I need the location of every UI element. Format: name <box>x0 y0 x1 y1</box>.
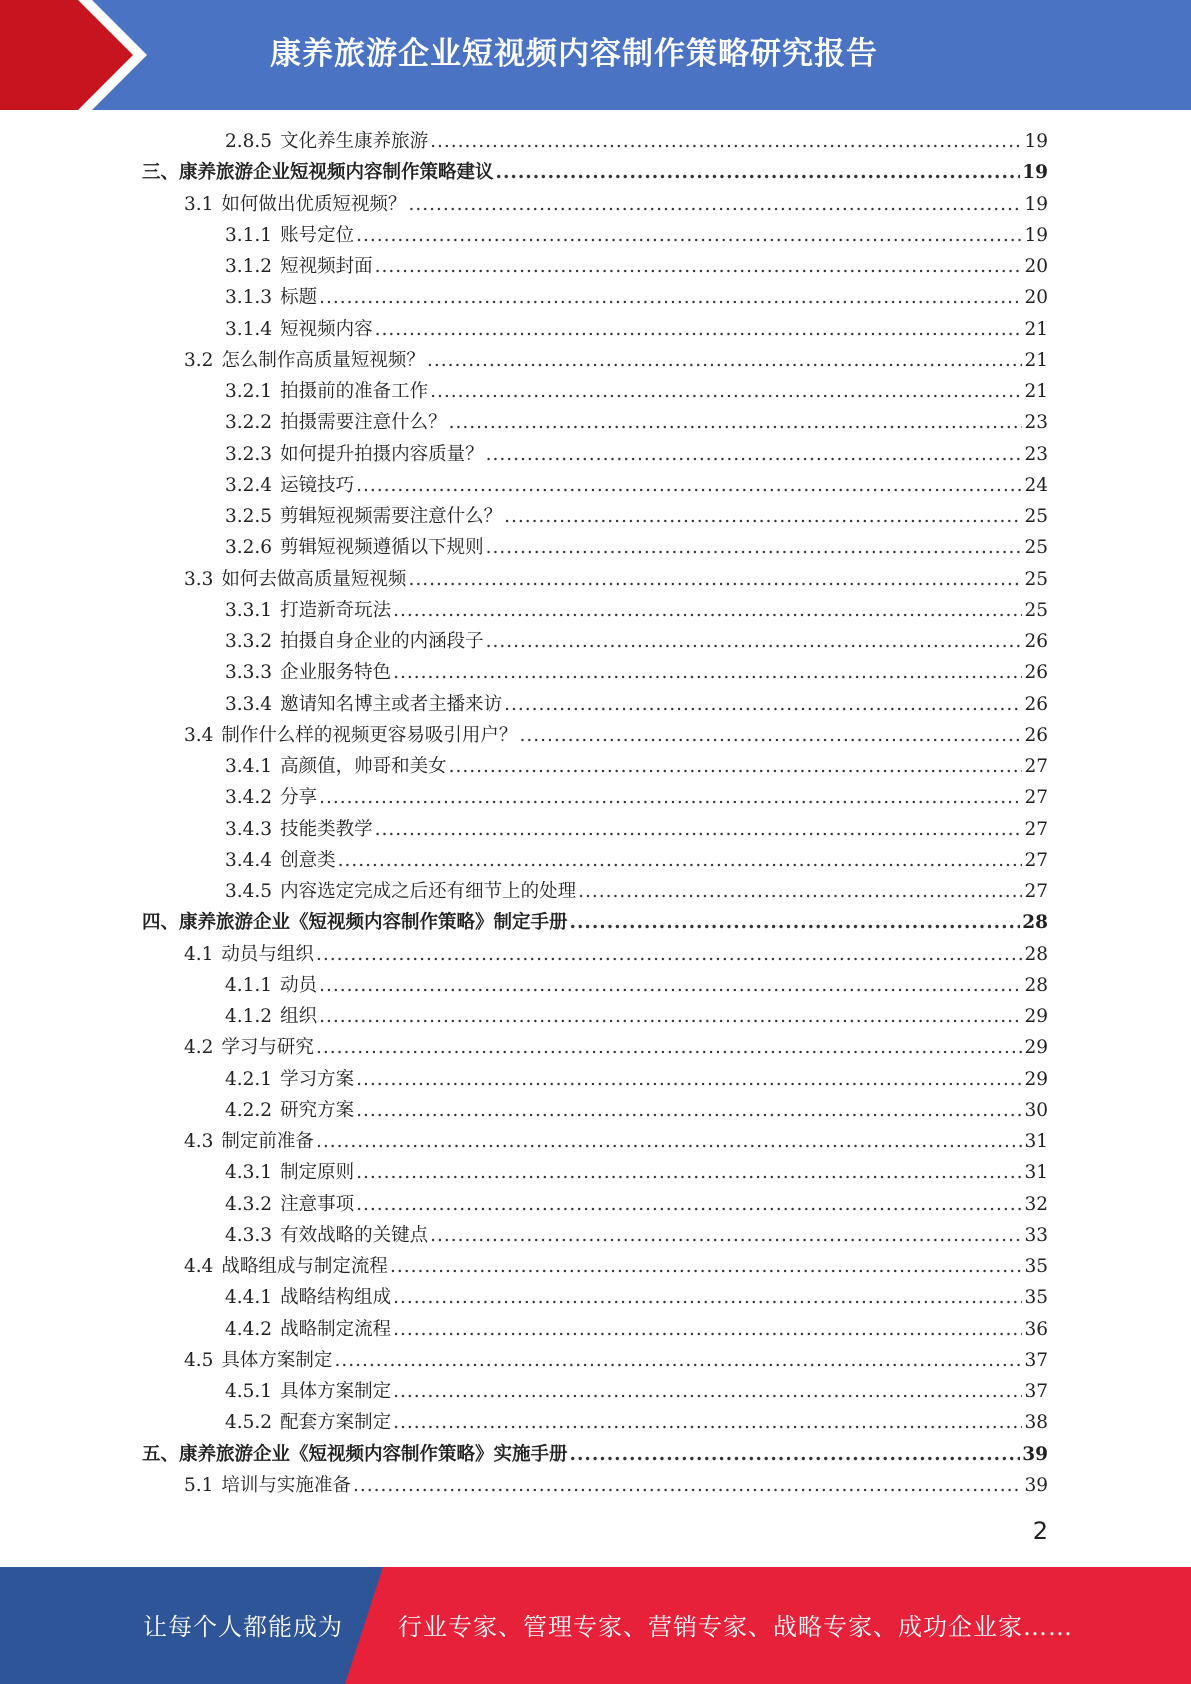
toc-entry-number: 3.3.2 <box>225 631 273 652</box>
toc-entry-page: 23 <box>1024 412 1048 434</box>
toc-entry[interactable] <box>225 1316 1048 1344</box>
toc-entry-number: 3.2.3 <box>225 443 273 465</box>
toc-entry-number: 3.2.2 <box>225 412 273 434</box>
toc-entry[interactable] <box>225 1003 1048 1031</box>
toc-entry[interactable] <box>184 1347 1048 1375</box>
toc-entry-title: 拍摄前的准备工作 <box>280 381 429 402</box>
toc-entry-page: 35 <box>1024 1256 1048 1277</box>
toc-entry-title: 剪辑短视频需要注意什么？ <box>280 506 503 527</box>
toc-dot-leader <box>449 409 1023 437</box>
toc-entry-page: 28 <box>1024 974 1048 996</box>
toc-dot-leader <box>390 1253 1023 1281</box>
toc-entry-title: 技能类教学 <box>280 818 373 840</box>
toc-dot-leader <box>316 1034 1023 1062</box>
toc-entry-number: 5.1 <box>184 1474 214 1496</box>
toc-entry-title: 怎么制作高质量短视频？ <box>221 349 425 371</box>
toc-dot-leader <box>519 722 1022 750</box>
toc-entry[interactable] <box>225 816 1048 844</box>
toc-entry-number: 3.2.1 <box>225 381 273 402</box>
toc-entry-page: 33 <box>1024 1224 1048 1246</box>
toc-entry-title: 创意类 <box>280 849 336 871</box>
toc-dot-leader <box>338 847 1023 875</box>
toc-entry-page: 21 <box>1024 381 1048 402</box>
toc-entry[interactable] <box>142 1441 1048 1469</box>
toc-entry[interactable] <box>184 191 1048 219</box>
toc-entry-number: 4.2 <box>184 1037 214 1059</box>
toc-dot-leader <box>316 941 1023 969</box>
toc-dot-leader <box>486 534 1023 562</box>
toc-dot-leader <box>356 1159 1022 1187</box>
toc-entry-number: 3.3.1 <box>225 599 273 621</box>
toc-entry[interactable] <box>225 472 1048 500</box>
toc-entry[interactable] <box>225 316 1048 344</box>
toc-dot-leader <box>393 1409 1022 1437</box>
toc-dot-leader <box>504 503 1022 531</box>
toc-entry-number: 4.1 <box>184 943 214 965</box>
toc-entry[interactable] <box>225 128 1048 156</box>
toc-dot-leader <box>408 191 1022 219</box>
footer-slogan-left: 让每个人都能成为 <box>143 1613 343 1641</box>
toc-entry-title: 组织 <box>280 1006 318 1027</box>
toc-entry-title: 五、康养旅游企业《短视频内容制作策略》实施手册 <box>142 1443 568 1465</box>
toc-entry-page: 26 <box>1024 693 1048 715</box>
toc-entry-number: 3.3.4 <box>225 693 273 715</box>
toc-dot-leader <box>427 347 1023 375</box>
toc-entry-title: 培训与实施准备 <box>221 1474 351 1496</box>
toc-entry-title: 短视频内容 <box>280 318 373 340</box>
toc-entry-title: 账号定位 <box>280 224 355 246</box>
toc-entry[interactable] <box>225 503 1048 531</box>
toc-entry-number: 4.1.2 <box>225 1006 273 1027</box>
toc-entry-title: 具体方案制定 <box>280 1381 392 1402</box>
toc-entry-number: 3.4.1 <box>225 756 273 777</box>
toc-entry-title: 邀请知名博主或者主播来访 <box>280 693 503 715</box>
toc-dot-leader <box>393 1378 1022 1406</box>
toc-entry-page: 31 <box>1024 1162 1048 1184</box>
toc-dot-leader <box>393 1284 1022 1312</box>
toc-dot-leader <box>356 1097 1022 1125</box>
toc-entry-number: 4.2.1 <box>225 1068 273 1090</box>
toc-entry-title: 制定前准备 <box>221 1131 314 1152</box>
toc-entry-number: 3.4 <box>184 724 214 746</box>
toc-entry-page: 31 <box>1024 1131 1048 1152</box>
toc-entry-number: 3.1.2 <box>225 256 273 277</box>
toc-entry-title: 三、康养旅游企业短视频内容制作策略建议 <box>142 162 494 184</box>
toc-entry-number: 2.8.5 <box>225 131 273 152</box>
toc-entry-title: 配套方案制定 <box>280 1412 392 1434</box>
toc-entry-page: 37 <box>1024 1349 1048 1371</box>
toc-entry[interactable] <box>225 1191 1048 1219</box>
toc-dot-leader <box>496 159 1021 187</box>
toc-entry-number: 4.4 <box>184 1256 214 1277</box>
toc-entry-page: 25 <box>1024 537 1048 559</box>
toc-entry[interactable] <box>225 972 1048 1000</box>
toc-entry-title: 注意事项 <box>280 1193 355 1215</box>
toc-dot-leader <box>319 784 1022 812</box>
toc-entry[interactable] <box>225 659 1048 687</box>
toc-entry-number: 4.4.2 <box>225 1318 273 1340</box>
toc-entry-page: 23 <box>1024 443 1048 465</box>
toc-dot-leader <box>570 909 1021 937</box>
toc-entry-number: 3.4.5 <box>225 881 273 902</box>
toc-entry-page: 19 <box>1024 224 1048 246</box>
toc-entry[interactable] <box>142 909 1048 937</box>
toc-entry-title: 学习方案 <box>280 1068 355 1090</box>
toc-entry-title: 战略制定流程 <box>280 1318 392 1340</box>
toc-entry-page: 29 <box>1024 1006 1048 1027</box>
toc-dot-leader <box>375 816 1023 844</box>
toc-entry-title: 如何提升拍摄内容质量？ <box>280 443 484 465</box>
toc-entry-page: 27 <box>1024 818 1048 840</box>
toc-dot-leader <box>449 753 1023 781</box>
toc-entry-page: 39 <box>1022 1443 1048 1465</box>
toc-dot-leader <box>375 253 1023 281</box>
toc-entry-title: 具体方案制定 <box>221 1349 333 1371</box>
toc-entry-page: 27 <box>1024 849 1048 871</box>
toc-dot-leader <box>353 1472 1023 1500</box>
toc-entry[interactable] <box>225 1284 1048 1312</box>
toc-entry-page: 25 <box>1024 506 1048 527</box>
toc-entry[interactable] <box>184 1034 1048 1062</box>
toc-entry-title: 制定原则 <box>280 1162 355 1184</box>
toc-entry-number: 4.3.3 <box>225 1224 273 1246</box>
toc-entry-page: 27 <box>1024 881 1048 902</box>
toc-dot-leader <box>356 222 1022 250</box>
toc-entry[interactable] <box>184 722 1048 750</box>
toc-entry-number: 3.1.3 <box>225 287 273 309</box>
toc-entry-title: 企业服务特色 <box>280 662 392 684</box>
toc-entry-number: 4.5 <box>184 1349 214 1371</box>
toc-entry-page: 26 <box>1024 631 1048 652</box>
toc-entry[interactable] <box>225 1222 1048 1250</box>
toc-entry-title: 有效战略的关键点 <box>280 1224 429 1246</box>
toc-entry[interactable] <box>184 347 1048 375</box>
toc-entry-page: 29 <box>1024 1068 1048 1090</box>
toc-entry-title: 拍摄自身企业的内涵段子 <box>280 631 484 652</box>
toc-entry[interactable] <box>225 1097 1048 1125</box>
toc-dot-leader <box>393 1316 1022 1344</box>
toc-entry[interactable] <box>225 1409 1048 1437</box>
toc-entry[interactable] <box>225 441 1048 469</box>
toc-entry-page: 38 <box>1024 1412 1048 1434</box>
toc-entry[interactable] <box>184 566 1048 594</box>
toc-dot-leader <box>319 284 1022 312</box>
toc-entry-number: 3.4.2 <box>225 787 273 809</box>
toc-entry-number: 4.4.1 <box>225 1287 273 1309</box>
toc-entry-number: 4.2.2 <box>225 1099 273 1121</box>
toc-entry-page: 30 <box>1024 1099 1048 1121</box>
toc-entry-number: 4.5.1 <box>225 1381 273 1402</box>
toc-entry[interactable] <box>184 941 1048 969</box>
toc-dot-leader <box>319 1003 1022 1031</box>
toc-entry[interactable] <box>225 222 1048 250</box>
toc-dot-leader <box>356 1066 1022 1094</box>
toc-entry-title: 内容选定完成之后还有细节上的处理 <box>280 881 577 902</box>
toc-entry-title: 研究方案 <box>280 1099 355 1121</box>
toc-entry-number: 3.2 <box>184 349 214 371</box>
toc-dot-leader <box>430 1222 1022 1250</box>
toc-entry-page: 25 <box>1024 568 1048 590</box>
toc-entry-page: 26 <box>1024 662 1048 684</box>
toc-entry-page: 27 <box>1024 756 1048 777</box>
toc-entry[interactable] <box>225 753 1048 781</box>
toc-entry[interactable] <box>225 784 1048 812</box>
toc-entry[interactable] <box>225 597 1048 625</box>
toc-dot-leader <box>570 1441 1021 1469</box>
toc-entry-page: 35 <box>1024 1287 1048 1309</box>
toc-entry-title: 文化养生康养旅游 <box>280 131 429 152</box>
toc-entry-page: 21 <box>1024 318 1048 340</box>
toc-entry-title: 四、康养旅游企业《短视频内容制作策略》制定手册 <box>142 912 568 934</box>
toc-entry-number: 4.3 <box>184 1131 214 1152</box>
toc-entry[interactable] <box>225 1066 1048 1094</box>
toc-entry-page: 26 <box>1024 724 1048 746</box>
toc-entry-number: 3.1 <box>184 193 214 215</box>
toc-entry-number: 3.1.1 <box>225 224 273 246</box>
toc-dot-leader <box>319 972 1022 1000</box>
toc-dot-leader <box>408 566 1022 594</box>
toc-entry-page: 27 <box>1024 787 1048 809</box>
toc-entry-number: 3.4.3 <box>225 818 273 840</box>
toc-dot-leader <box>375 316 1023 344</box>
toc-dot-leader <box>334 1347 1022 1375</box>
toc-entry-title: 动员与组织 <box>221 943 314 965</box>
toc-entry-page: 25 <box>1024 599 1048 621</box>
toc-dot-leader <box>486 441 1023 469</box>
toc-dot-leader <box>486 628 1023 656</box>
toc-entry-number: 3.4.4 <box>225 849 273 871</box>
toc-entry[interactable] <box>225 878 1048 906</box>
toc-dot-leader <box>430 378 1022 406</box>
toc-entry[interactable] <box>225 691 1048 719</box>
toc-entry-title: 制作什么样的视频更容易吸引用户？ <box>221 724 518 746</box>
toc-entry[interactable] <box>225 1159 1048 1187</box>
toc-entry-page: 19 <box>1022 162 1048 184</box>
toc-entry-number: 4.1.1 <box>225 974 273 996</box>
toc-dot-leader <box>356 472 1022 500</box>
toc-entry-number: 4.5.2 <box>225 1412 273 1434</box>
toc-dot-leader <box>393 659 1022 687</box>
page-number: 2 <box>1032 1517 1048 1545</box>
toc-entry-page: 19 <box>1024 193 1048 215</box>
toc-entry-number: 3.1.4 <box>225 318 273 340</box>
toc-entry-page: 32 <box>1024 1193 1048 1215</box>
toc-entry-title: 运镜技巧 <box>280 474 355 496</box>
toc-entry-title: 动员 <box>280 974 318 996</box>
toc-entry-page: 28 <box>1024 943 1048 965</box>
toc-dot-leader <box>504 691 1022 719</box>
toc-entry-title: 战略结构组成 <box>280 1287 392 1309</box>
toc-entry-page: 28 <box>1022 912 1048 934</box>
toc-entry-number: 3.2.4 <box>225 474 273 496</box>
toc-entry-page: 21 <box>1024 349 1048 371</box>
toc-entry-number: 3.2.6 <box>225 537 273 559</box>
toc-entry-number: 4.3.1 <box>225 1162 273 1184</box>
toc-entry-page: 36 <box>1024 1318 1048 1340</box>
toc-entry-page: 29 <box>1024 1037 1048 1059</box>
footer-banner <box>0 1567 1191 1684</box>
toc-entry-title: 战略组成与制定流程 <box>221 1256 388 1277</box>
toc-entry-title: 短视频封面 <box>280 256 373 277</box>
toc-entry-title: 拍摄需要注意什么？ <box>280 412 447 434</box>
toc-entry-page: 20 <box>1024 256 1048 277</box>
toc-entry[interactable] <box>225 628 1048 656</box>
toc-entry-number: 3.3 <box>184 568 214 590</box>
toc-entry[interactable] <box>142 159 1048 187</box>
toc-entry-title: 高颜值，帅哥和美女 <box>280 756 447 777</box>
toc-entry-title: 分享 <box>280 787 318 809</box>
toc-entry[interactable] <box>225 253 1048 281</box>
toc-entry-number: 3.3.3 <box>225 662 273 684</box>
toc-dot-leader <box>578 878 1022 906</box>
header-banner <box>0 0 1191 110</box>
toc-entry-number: 3.2.5 <box>225 506 273 527</box>
toc-dot-leader <box>316 1128 1023 1156</box>
toc-entry[interactable] <box>225 1378 1048 1406</box>
toc-dot-leader <box>393 597 1022 625</box>
toc-entry[interactable] <box>184 1472 1048 1500</box>
toc-entry[interactable] <box>225 378 1048 406</box>
toc-dot-leader <box>356 1191 1022 1219</box>
document-title: 康养旅游企业短视频内容制作策略研究报告 <box>270 36 878 72</box>
toc-entry-page: 19 <box>1024 131 1048 152</box>
toc-entry-title: 打造新奇玩法 <box>280 599 392 621</box>
toc-entry-title: 剪辑短视频遵循以下规则 <box>280 537 484 559</box>
toc-entry[interactable] <box>225 284 1048 312</box>
toc-entry[interactable] <box>225 534 1048 562</box>
toc-entry[interactable] <box>225 409 1048 437</box>
toc-entry-page: 37 <box>1024 1381 1048 1402</box>
toc-dot-leader <box>430 128 1022 156</box>
toc-entry-page: 39 <box>1024 1474 1048 1496</box>
toc-entry[interactable] <box>184 1128 1048 1156</box>
toc-entry-title: 学习与研究 <box>221 1037 314 1059</box>
toc-entry-title: 如何做出优质短视频？ <box>221 193 407 215</box>
toc-entry-number: 4.3.2 <box>225 1193 273 1215</box>
toc-entry-page: 20 <box>1024 287 1048 309</box>
toc-entry-title: 如何去做高质量短视频 <box>221 568 407 590</box>
toc-entry-page: 24 <box>1024 474 1048 496</box>
toc-entry-title: 标题 <box>280 287 318 309</box>
toc-entry[interactable] <box>225 847 1048 875</box>
toc-entry[interactable] <box>184 1253 1048 1281</box>
footer-slogan-right: 行业专家、管理专家、营销专家、战略专家、成功企业家…… <box>398 1613 1073 1641</box>
